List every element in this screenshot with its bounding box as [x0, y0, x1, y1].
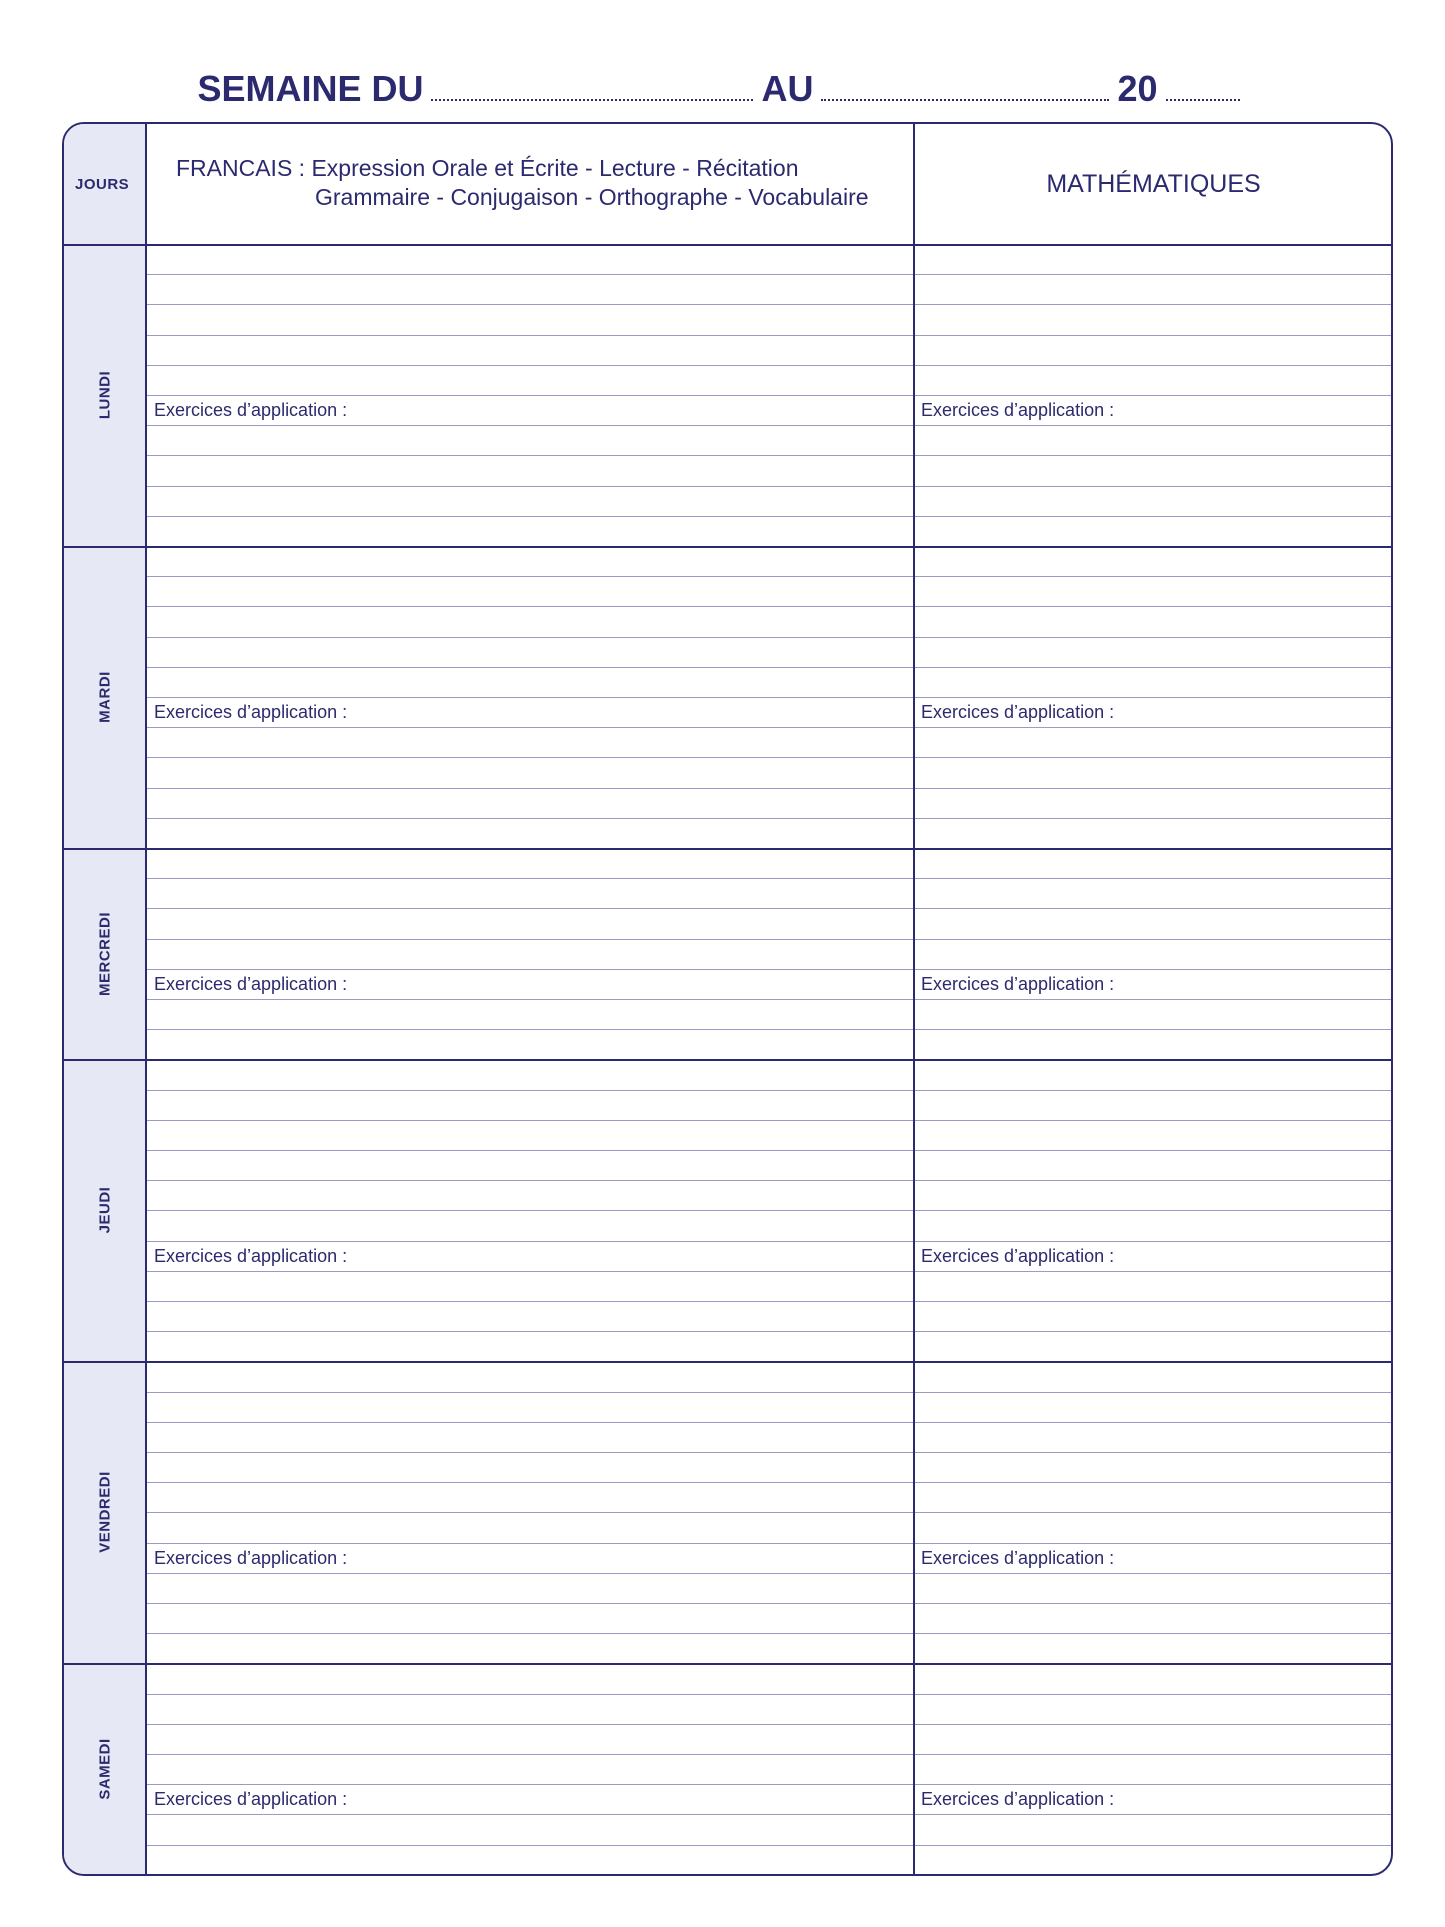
francais-header [176, 154, 799, 183]
subjects-divider [913, 124, 915, 1874]
ruled-line[interactable] [147, 1573, 913, 1574]
ruled-line[interactable] [147, 1633, 913, 1634]
ruled-line[interactable] [915, 667, 1393, 668]
ruled-line[interactable] [915, 1543, 1393, 1544]
ruled-line[interactable] [147, 576, 913, 577]
ruled-line[interactable] [915, 1210, 1393, 1211]
ruled-line[interactable] [147, 1331, 913, 1332]
ruled-line[interactable] [915, 1784, 1393, 1785]
ruled-line[interactable] [915, 1301, 1393, 1302]
ruled-line[interactable] [147, 637, 913, 638]
ruled-line[interactable] [915, 486, 1393, 487]
year-prefix: 20 [1117, 68, 1158, 109]
year-blank[interactable] [1166, 75, 1240, 101]
ruled-line[interactable] [147, 335, 913, 336]
jours-header: JOURS [75, 176, 130, 193]
ruled-line[interactable] [147, 365, 913, 366]
ruled-line[interactable] [915, 1271, 1393, 1272]
ruled-line[interactable] [147, 1543, 913, 1544]
ruled-line[interactable] [147, 969, 913, 970]
ruled-line[interactable] [147, 425, 913, 426]
ruled-line[interactable] [147, 304, 913, 305]
ruled-line[interactable] [147, 727, 913, 728]
ruled-line[interactable] [147, 1210, 913, 1211]
exercise-label-maths: Exercices d’application : [921, 702, 1115, 723]
ruled-line[interactable] [147, 908, 913, 909]
francais-header-line2: Grammaire - Conjugaison - Orthographe - Vocabulaire [315, 184, 869, 210]
ruled-line[interactable] [147, 1603, 913, 1604]
weekly-planner-table [62, 122, 1393, 1876]
ruled-line[interactable] [147, 757, 913, 758]
ruled-line[interactable] [147, 395, 913, 396]
ruled-line[interactable] [915, 1512, 1393, 1513]
exercise-label-francais: Exercices d’application : [154, 1547, 348, 1568]
ruled-line[interactable] [147, 486, 913, 487]
ruled-line[interactable] [915, 939, 1393, 940]
ruled-line[interactable] [915, 516, 1393, 517]
francais-line1: Expression Orale et Écrite - Lecture - Récitation [311, 155, 799, 181]
day-label-lundi: LUNDI [96, 370, 114, 420]
ruled-line[interactable] [915, 365, 1393, 366]
maths-header: MATHÉMATIQUES [1046, 170, 1261, 198]
week-title [0, 68, 1445, 110]
ruled-line[interactable] [147, 1422, 913, 1423]
ruled-line[interactable] [915, 969, 1393, 970]
day-label-vendredi: VENDREDI [96, 1471, 114, 1554]
ruled-line[interactable] [915, 1150, 1393, 1151]
ruled-line[interactable] [147, 274, 913, 275]
ruled-line[interactable] [915, 878, 1393, 879]
ruled-line[interactable] [147, 1512, 913, 1513]
ruled-line[interactable] [147, 1241, 913, 1242]
ruled-line[interactable] [147, 788, 913, 789]
exercise-label-maths: Exercices d’application : [921, 400, 1115, 421]
ruled-line[interactable] [147, 1694, 913, 1695]
ruled-line[interactable] [915, 274, 1393, 275]
ruled-line[interactable] [915, 1180, 1393, 1181]
ruled-line[interactable] [915, 818, 1393, 819]
end-date-blank[interactable] [821, 75, 1109, 101]
day-block-mercredi [64, 848, 1393, 1059]
ruled-line[interactable] [915, 1331, 1393, 1332]
ruled-line[interactable] [915, 455, 1393, 456]
exercise-label-maths: Exercices d’application : [921, 1547, 1115, 1568]
ruled-line[interactable] [147, 1029, 913, 1030]
start-date-blank[interactable] [431, 75, 753, 101]
ruled-line[interactable] [147, 939, 913, 940]
exercise-label-maths: Exercices d’application : [921, 1245, 1115, 1266]
ruled-line[interactable] [915, 1120, 1393, 1121]
ruled-line[interactable] [147, 1452, 913, 1453]
ruled-line[interactable] [147, 1301, 913, 1302]
day-label-mardi: MARDI [96, 671, 114, 723]
ruled-line[interactable] [147, 1120, 913, 1121]
ruled-line[interactable] [915, 757, 1393, 758]
ruled-line[interactable] [915, 1029, 1393, 1030]
ruled-line[interactable] [147, 1754, 913, 1755]
exercise-label-francais: Exercices d’application : [154, 400, 348, 421]
exercise-label-francais: Exercices d’application : [154, 702, 348, 723]
ruled-line[interactable] [915, 727, 1393, 728]
ruled-line[interactable] [915, 335, 1393, 336]
ruled-line[interactable] [915, 908, 1393, 909]
ruled-line[interactable] [915, 1724, 1393, 1725]
ruled-line[interactable] [147, 606, 913, 607]
ruled-line[interactable] [147, 1784, 913, 1785]
exercise-label-maths: Exercices d’application : [921, 974, 1115, 994]
ruled-line[interactable] [915, 576, 1393, 577]
days-divider [145, 124, 147, 1874]
ruled-line[interactable] [915, 1845, 1393, 1846]
ruled-line[interactable] [147, 516, 913, 517]
ruled-line[interactable] [915, 1482, 1393, 1483]
ruled-line[interactable] [147, 455, 913, 456]
ruled-line[interactable] [147, 1482, 913, 1483]
ruled-line[interactable] [915, 1422, 1393, 1423]
ruled-line[interactable] [147, 1814, 913, 1815]
ruled-line[interactable] [915, 1633, 1393, 1634]
ruled-line[interactable] [915, 788, 1393, 789]
ruled-line[interactable] [915, 425, 1393, 426]
ruled-line[interactable] [147, 1845, 913, 1846]
ruled-line[interactable] [915, 304, 1393, 305]
ruled-line[interactable] [147, 1392, 913, 1393]
ruled-line[interactable] [147, 1090, 913, 1091]
ruled-line[interactable] [915, 1603, 1393, 1604]
ruled-line[interactable] [915, 1392, 1393, 1393]
exercise-label-francais: Exercices d’application : [154, 1789, 348, 1810]
semaine-du-label: SEMAINE DU [197, 68, 424, 109]
francais-prefix: FRANCAIS : [176, 155, 306, 181]
ruled-line[interactable] [915, 606, 1393, 607]
ruled-line[interactable] [147, 667, 913, 668]
exercise-label-francais: Exercices d’application : [154, 974, 348, 994]
ruled-line[interactable] [147, 1150, 913, 1151]
day-label-jeudi: JEUDI [96, 1187, 114, 1234]
ruled-line[interactable] [147, 1724, 913, 1725]
day-label-mercredi: MERCREDI [96, 911, 114, 996]
ruled-line[interactable] [915, 1573, 1393, 1574]
ruled-line[interactable] [147, 1180, 913, 1181]
day-block-samedi [64, 1663, 1393, 1874]
ruled-line[interactable] [147, 818, 913, 819]
day-label-samedi: SAMEDI [96, 1738, 114, 1800]
exercise-label-maths: Exercices d’application : [921, 1789, 1115, 1810]
exercise-label-francais: Exercices d’application : [154, 1245, 348, 1266]
ruled-line[interactable] [147, 999, 913, 1000]
ruled-line[interactable] [915, 637, 1393, 638]
ruled-line[interactable] [147, 878, 913, 879]
ruled-line[interactable] [915, 697, 1393, 698]
ruled-line[interactable] [915, 999, 1393, 1000]
ruled-line[interactable] [915, 1814, 1393, 1815]
au-label: AU [761, 68, 814, 109]
ruled-line[interactable] [915, 1452, 1393, 1453]
ruled-line[interactable] [915, 1754, 1393, 1755]
ruled-line[interactable] [147, 1271, 913, 1272]
ruled-line[interactable] [915, 1694, 1393, 1695]
ruled-line[interactable] [915, 1090, 1393, 1091]
ruled-line[interactable] [147, 697, 913, 698]
ruled-line[interactable] [915, 1241, 1393, 1242]
ruled-line[interactable] [915, 395, 1393, 396]
